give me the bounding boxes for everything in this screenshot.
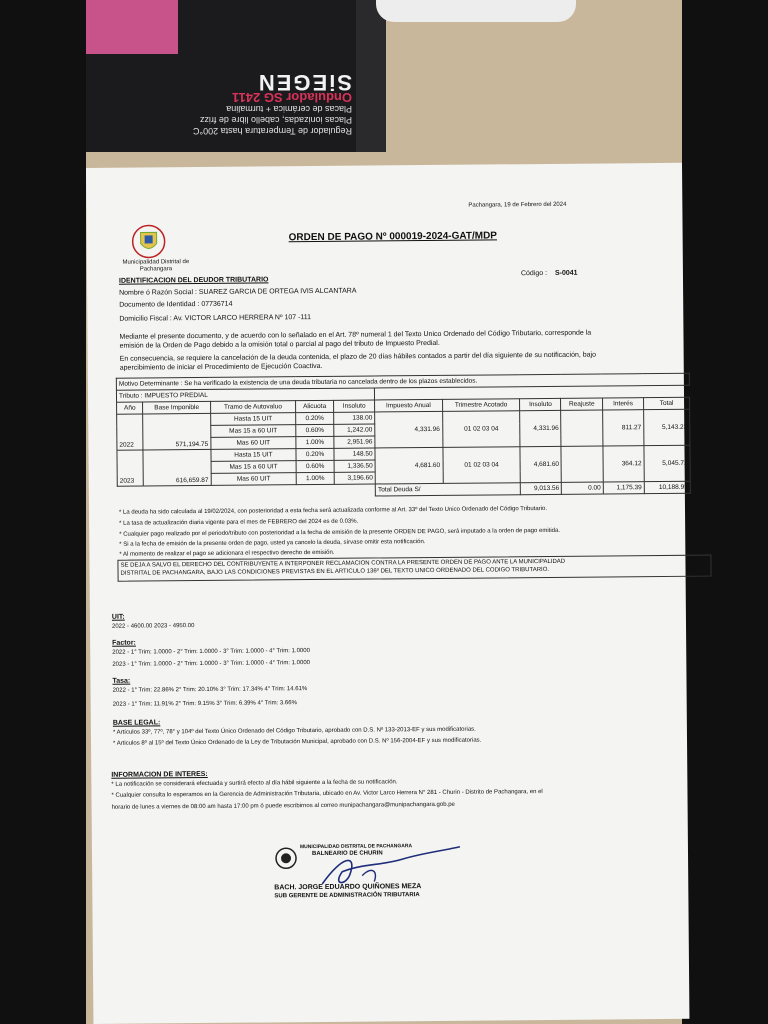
tramo-cell: Mas 60 UIT — [211, 473, 296, 486]
tasa-2022: 2022 - 1° Trim: 22.86% 2° Trim: 20.10% 3° Trim: 17.34% 4° Trim: 14.61% — [112, 686, 308, 694]
product-box — [86, 0, 386, 152]
reajuste-cell — [561, 446, 603, 482]
code-value: S-0041 — [554, 269, 578, 277]
header-impuesto-anual: Impuesto Anual — [375, 399, 443, 412]
uit-heading: UIT: — [111, 613, 125, 621]
date-line: Pachangara, 19 de Febrero del 2024 — [468, 201, 567, 209]
claim-rights-box — [117, 555, 711, 582]
base-cell: 616,659.87 — [143, 449, 211, 486]
box-model: Ondulador SG 2411 — [232, 90, 352, 105]
totals-label: Total Deuda S/ — [375, 483, 520, 496]
document-title: ORDEN DE PAGO Nº 000019-2024-GAT/MDP — [288, 230, 498, 244]
tramo-cell: Hasta 15 UIT — [211, 449, 296, 462]
anio-cell: 2022 — [117, 414, 144, 450]
debtor-id-heading: IDENTIFICACION DEL DEUDOR TRIBUTARIO — [118, 276, 269, 285]
box-brand: SiEGEN — [256, 70, 352, 95]
municipal-shield-icon — [130, 223, 166, 259]
note-2: * La tasa de actualización diaria vigente para el mes de FEBRERO del 2024 es de 0.03%. — [119, 518, 359, 527]
box-line-1: Placas de cerámica + turmalina — [226, 104, 352, 114]
impuesto-anual-cell: 4,331.96 — [375, 411, 443, 448]
stamp-officer-title: SUB GERENTE DE ADMINISTRACIÓN TRIBUTARIA — [274, 892, 420, 900]
motivo-cell: Motivo Determinante : Se ha verificado la existencia de una deuda tributaria no cancelada dentro de los plazos establecidos. — [116, 373, 689, 390]
alicuota-cell: 0.20% — [296, 448, 334, 460]
info-line-3: horario de lunes a viernes de 08:00 am hasta 17:00 pm ó puede escribirnos al correo munipachangara@munipachangara.gob.pe — [111, 801, 455, 811]
total-cell: 5,045.72 — [644, 445, 690, 481]
tasa-heading: Tasa: — [112, 677, 131, 685]
taxpayer-address: Domicilio Fiscal : Av. VICTOR LARCO HERRERA Nº 107 -111 — [119, 314, 312, 323]
info-line-1: * La notificación se considerará efectuada y surtirá efecto al día hábil siguiente a la fecha de su notificación. — [111, 779, 398, 788]
box-pink-panel — [86, 0, 178, 54]
logo-caption: Municipalidad Distrital de Pachangara — [122, 259, 190, 273]
total-cell: 5,143.23 — [644, 409, 690, 445]
box-line-3: Regulador de Temperatura hasta 200°C — [192, 126, 352, 136]
white-bottle — [376, 0, 576, 22]
info-line-2: * Cualquier consulta lo esperamos en la Gerencia de Administración Tributaria, ubicado en Av. Victor Larco Herrera N° 281 - Churin - Distrito de Pachangara, en el — [111, 789, 543, 799]
alicuota-cell: 0.60% — [296, 460, 334, 472]
tramo-cell: Mas 60 UIT — [211, 437, 296, 450]
alicuota-cell: 1.00% — [296, 436, 334, 448]
box-line-2: Placas ionizadas, cabello libre de frizz — [199, 115, 352, 125]
header-insoluto: Insoluto — [334, 400, 375, 412]
header-trimestre: Trimestre Acotado — [442, 399, 520, 412]
tramo-cell: Mas 15 a 60 UIT — [211, 461, 296, 474]
base-cell: 571,194.75 — [143, 413, 211, 450]
note-3: * Cualquier pago realizado por el periodo/tributo con posterioridad a la fecha de emisión de la presente ORDEN DE PAGO, será imputado a la orden de pago emitida. — [119, 527, 561, 538]
legal-base-heading: BASE LEGAL: — [112, 719, 161, 727]
note-1: * La deuda ha sido calculada al 19/02/2024, con posterioridad a esta fecha será actualizada conforme al Art. 33º del Texto Unico Ordenado del Código Tributario. — [118, 505, 548, 516]
paragraph-2-line-1: En consecuencia, se requiere la cancelación de la deuda contenida, el plazo de 20 días hábiles contados a partir del día siguiente de su notificación, bajo — [119, 351, 597, 363]
stamp-location: BALNEARIO DE CHURIN — [311, 850, 383, 858]
insoluto-cell: 1,336.50 — [334, 460, 375, 472]
code-label: Código : — [520, 269, 548, 278]
note-5: * Al momento de realizar el pago se adicionara el respectivo derecho de emisión. — [119, 549, 335, 558]
factor-2023: 2023 - 1° Trim: 1.0000 - 2° Trim: 1.0000 - 3° Trim: 1.0000 - 4° Trim: 1.0000 — [112, 660, 311, 668]
header-anio: Año — [117, 402, 143, 414]
tributo-cell: Tributo : IMPUESTO PREDIAL — [116, 388, 374, 402]
uit-values: 2022 - 4600.00 2023 - 4950.00 — [111, 623, 195, 630]
header-interes: Interés — [602, 398, 643, 410]
totals-blank — [117, 484, 375, 498]
box-side — [356, 0, 386, 152]
totals-insoluto: 9,013.56 — [521, 482, 562, 494]
alicuota-cell: 0.60% — [296, 424, 334, 436]
insoluto-cell: 148.50 — [334, 448, 375, 460]
header-total: Total — [643, 397, 689, 409]
alicuota-cell: 0.20% — [296, 412, 334, 424]
payment-order-document — [86, 163, 689, 1024]
paragraph-1-line-2: emisión de la Orden de Pago debido a la omisión total o parcial al pago del tributo de Impuesto Predial. — [119, 339, 440, 350]
insoluto-cell: 1,242.00 — [334, 424, 375, 436]
alicuota-cell: 1.00% — [296, 472, 334, 484]
insoluto2-cell: 4,681.60 — [520, 446, 561, 482]
anio-cell: 2023 — [117, 450, 144, 486]
taxpayer-name: Nombre ó Razón Social : SUAREZ GARCIA DE ORTEGA IVIS ALCANTARA — [119, 287, 357, 297]
taxpayer-id: Documento de Identidad : 07736714 — [119, 300, 233, 309]
paragraph-1-line-1: Mediante el presente documento, y de acuerdo con lo señalado en el Art. 78º numeral 1 del Texto Unico Ordenado del Código Tributario, corresponde la — [119, 329, 592, 341]
stamp-municipality: MUNICIPALIDAD DISTRITAL DE PACHANGARA — [299, 843, 413, 851]
note-4: * Si a la fecha de emisión de la presente orden de pago, usted ya cancelo la deuda, sírvase omitir esta notificación. — [119, 539, 426, 548]
totals-interes: 1,175.39 — [603, 482, 644, 494]
impuesto-anual-cell: 4,681.60 — [375, 447, 443, 484]
factor-heading: Factor: — [112, 639, 136, 647]
legal-base-line-1: * Artículos 33º, 77º, 78° y 104º del Texto Único Ordenado del Código Tributario, aprobado con D.S. Nº 133-2013-EF y sus modificatorias. — [112, 726, 476, 736]
insoluto-cell: 138.00 — [334, 412, 375, 424]
header-base: Base Imponible — [143, 401, 211, 414]
insoluto-cell: 3,196.60 — [334, 472, 375, 484]
trimestre-cell: 01 02 03 04 — [442, 411, 520, 448]
header-reajuste: Reajuste — [561, 398, 603, 410]
tramo-cell: Hasta 15 UIT — [210, 413, 295, 426]
info-heading: INFORMACION DE INTERES: — [111, 770, 208, 779]
insoluto-cell: 2,951.96 — [334, 436, 375, 448]
trimestre-cell: 01 02 03 04 — [442, 447, 520, 484]
reajuste-cell — [561, 410, 603, 446]
header-alicuota: Alicuota — [296, 400, 334, 412]
tax-table — [116, 373, 691, 499]
totals-total: 10,188.95 — [644, 481, 690, 493]
legal-base-line-2: * Articulos 8º al 15º del Texto Único Ordenado de la Ley de Tributación Municipal, aprobado con D.S. Nº 156-2004-EF y sus modificatorias. — [112, 737, 482, 747]
seal-icon — [274, 846, 298, 870]
stamp-officer-name: BACH. JORGE EDUARDO QUIÑONES MEZA — [274, 883, 422, 892]
box-label — [102, 56, 352, 136]
paragraph-2-line-2: apercibimiento de iniciar el Procedimiento de Ejecución Coactiva. — [119, 362, 323, 372]
insoluto2-cell: 4,331.96 — [520, 410, 561, 446]
interes-cell: 811.27 — [603, 410, 644, 446]
photo-frame — [86, 0, 688, 1024]
header-insoluto-2: Insoluto — [520, 398, 561, 410]
claim-line-1: SE DEJA A SALVO EL DERECHO DEL CONTRIBUYENTE A INTERPONER RECLAMACION CONTRA LA PRESENTE ORDEN DE PAGO ANTE LA MUNICIPALIDAD — [120, 558, 566, 569]
interes-cell: 364.12 — [603, 446, 644, 482]
tasa-2023: 2023 - 1° Trim: 11.91% 2° Trim: 9.15% 3° Trim: 6.39% 4° Trim: 3.66% — [112, 700, 297, 708]
tramo-cell: Mas 15 a 60 UIT — [211, 425, 296, 438]
factor-2022: 2022 - 1° Trim: 1.0000 - 2° Trim: 1.0000 - 3° Trim: 1.0000 - 4° Trim: 1.0000 — [112, 648, 310, 656]
totals-reajuste: 0.00 — [562, 482, 604, 494]
claim-line-2: DISTRITAL DE PACHANGARA, BAJO LAS CONDICIONES PREVISTAS EN EL ARTICULO 136º DEL TEXTO UNICO ORDENADO DEL CODIGO TRIBUTARIO. — [120, 566, 550, 577]
header-tramo: Tramo de Autovaluo — [210, 401, 295, 414]
